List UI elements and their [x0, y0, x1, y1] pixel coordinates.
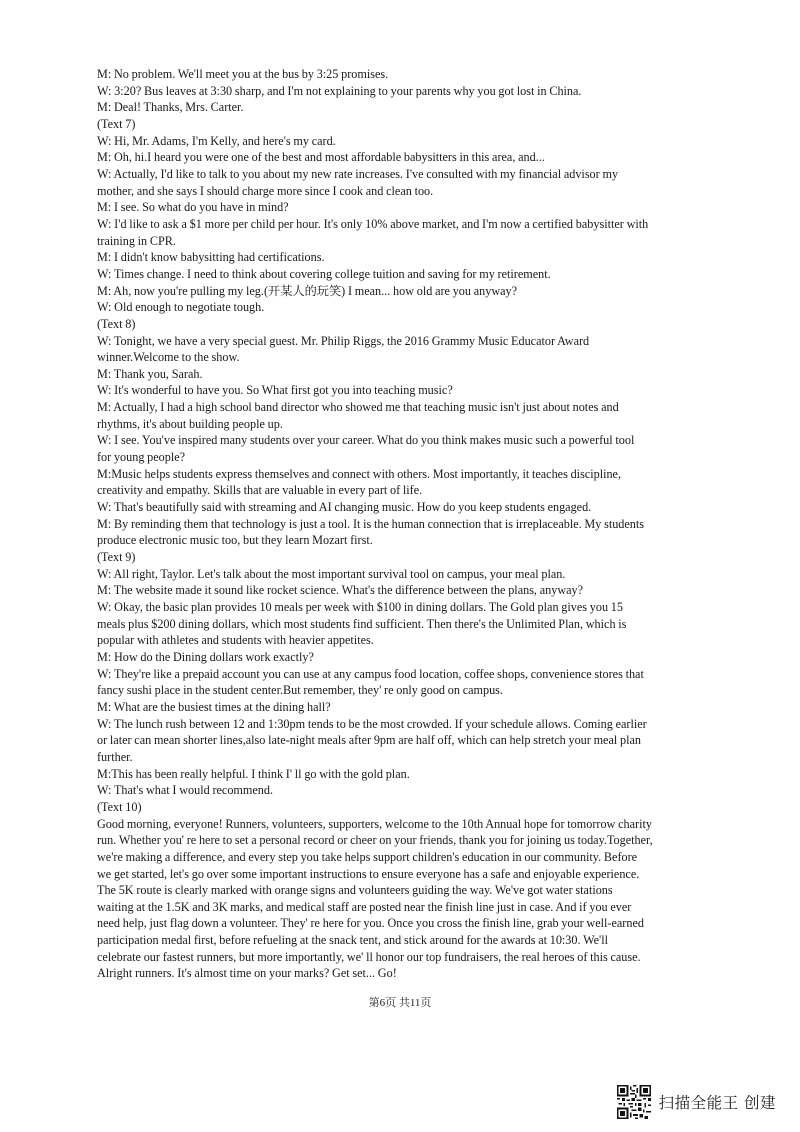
text-line: M: Ah, now you're pulling my leg.(开某人的玩笑) I mean... how old are you anyway?	[97, 283, 518, 298]
scanner-watermark	[617, 1085, 776, 1119]
text-line: W: Okay, the basic plan provides 10 meals per week with $100 in dining dollars. The Gold plan gives you 15	[97, 600, 623, 614]
text-line: M: Actually, I had a high school band director who showed me that teaching music isn't just about notes and	[97, 400, 619, 415]
text-line: need help, just flag down a volunteer. They' re here for you. Once you cross the finish line, grab your well-earned	[97, 916, 644, 931]
text-line: Good morning, everyone! Runners, volunteers, supporters, welcome to the 10th Annual hope for tomorrow charity	[97, 816, 652, 831]
text-line: M: What are the busiest times at the dining hall?	[97, 699, 331, 714]
text-line: for young people?	[97, 450, 186, 465]
document-body	[97, 66, 717, 982]
text-line: mother, and she says I should charge more since I cook and clean too.	[97, 183, 434, 198]
text-line: W: Old enough to negotiate tough.	[97, 300, 265, 315]
text-line: waiting at the 1.5K and 3K marks, and medical staff are posted near the finish line just in case. And if you ever	[97, 899, 632, 914]
text-line: fancy sushi place in the student center.But remember, they' re only good on campus.	[97, 683, 503, 698]
text-line: W: That's what I would recommend.	[97, 783, 274, 798]
text-line: produce electronic music too, but they learn Mozart first.	[97, 533, 373, 548]
text-line: (Text 7)	[97, 116, 136, 131]
text-line: we're making a difference, and every step you take helps support children's education in our community. Before	[97, 849, 638, 864]
text-line: M: Deal! Thanks, Mrs. Carter.	[97, 100, 244, 115]
text-line: W: They're like a prepaid account you can use at any campus food location, coffee shops, convenience stores that	[97, 666, 644, 681]
text-line: training in CPR.	[97, 233, 176, 248]
page-number: 第6页 共11页	[368, 997, 432, 1009]
text-line: M: No problem. We'll meet you at the bus by 3:25 promises.	[97, 67, 389, 81]
text-line: popular with athletes and students with heavier appetites.	[97, 633, 374, 648]
text-line: W: Hi, Mr. Adams, I'm Kelly, and here's my card.	[97, 133, 336, 148]
text-line: W: That's beautifully said with streaming and AI changing music. How do you keep students engaged.	[97, 500, 592, 515]
text-line: W: I'd like to ask a $1 more per child per hour. It's only 10% above market, and I'm now a certified babysitter with	[97, 216, 649, 231]
text-line: W: The lunch rush between 12 and 1:30pm tends to be the most crowded. If your schedule allows. Coming earlier	[97, 716, 647, 731]
text-line: meals plus $200 dining dollars, which most students find sufficient. Then there's the Unlimited Plan, which is	[97, 616, 627, 631]
text-line: The 5K route is clearly marked with orange signs and volunteers guiding the way. We've got water stations	[97, 883, 613, 898]
text-line: participation medal first, before refueling at the snack tent, and stick around for the awards at 10:30. We'll	[97, 933, 608, 948]
text-line: M: I see. So what do you have in mind?	[97, 200, 289, 215]
text-line: Alright runners. It's almost time on your marks? Get set... Go!	[97, 966, 397, 981]
text-line: M: Thank you, Sarah.	[97, 366, 203, 381]
text-line: W: Tonight, we have a very special guest. Mr. Philip Riggs, the 2016 Grammy Music Educator Award	[97, 333, 590, 348]
text-line: creativity and empathy. Skills that are valuable in every part of life.	[97, 483, 423, 498]
text-line: W: All right, Taylor. Let's talk about the most important survival tool on campus, your meal plan.	[97, 566, 566, 581]
text-line: celebrate our fastest runners, but more importantly, we' ll honor our top fundraisers, the real heroes of this cause.	[97, 949, 641, 964]
text-line: (Text 8)	[97, 316, 136, 331]
text-line: further.	[97, 749, 133, 764]
text-line: W: Times change. I need to think about covering college tuition and saving for my retirement.	[97, 266, 551, 281]
text-line: W: It's wonderful to have you. So What first got you into teaching music?	[97, 383, 453, 398]
text-line: M: The website made it sound like rocket science. What's the difference between the plans, anyway?	[97, 583, 584, 598]
text-line: run. Whether you' re here to set a personal record or cheer on your friends, thank you for joining us today.Together,	[97, 833, 653, 848]
watermark-text: 扫描全能王 创建	[658, 1094, 776, 1112]
text-line: M:Music helps students express themselves and connect with others. Most importantly, it teaches discipline,	[97, 466, 622, 481]
text-line: winner.Welcome to the show.	[97, 350, 240, 365]
text-line: M: How do the Dining dollars work exactly?	[97, 649, 314, 664]
text-line: rhythms, it's about building people up.	[97, 416, 283, 431]
text-line: W: Actually, I'd like to talk to you about my new rate increases. I've consulted with my financial advisor my	[97, 166, 619, 181]
text-line: (Text 9)	[97, 550, 136, 565]
text-line: or later can mean shorter lines,also late-night meals after 9pm are half off, which can help stretch your meal plan	[97, 733, 641, 748]
text-line: W: I see. You've inspired many students over your career. What do you think makes music such a powerful tool	[97, 433, 635, 448]
qr-code-icon	[617, 1085, 651, 1119]
text-line: M: I didn't know babysitting had certifications.	[97, 250, 325, 265]
text-line: M: By reminding them that technology is just a tool. It is the human connection that is irreplaceable. My students	[97, 516, 645, 531]
text-line: W: 3:20? Bus leaves at 3:30 sharp, and I'm not explaining to your parents why you got lost in China.	[97, 83, 582, 98]
text-line: M: Oh, hi.I heard you were one of the best and most affordable babysitters in this area, and...	[97, 150, 545, 165]
text-line: we get started, let's go over some important instructions to ensure everyone has a safe and enjoyable experience.	[97, 866, 640, 881]
text-line: (Text 10)	[97, 799, 142, 814]
text-line: M:This has been really helpful. I think I' ll go with the gold plan.	[97, 766, 410, 781]
